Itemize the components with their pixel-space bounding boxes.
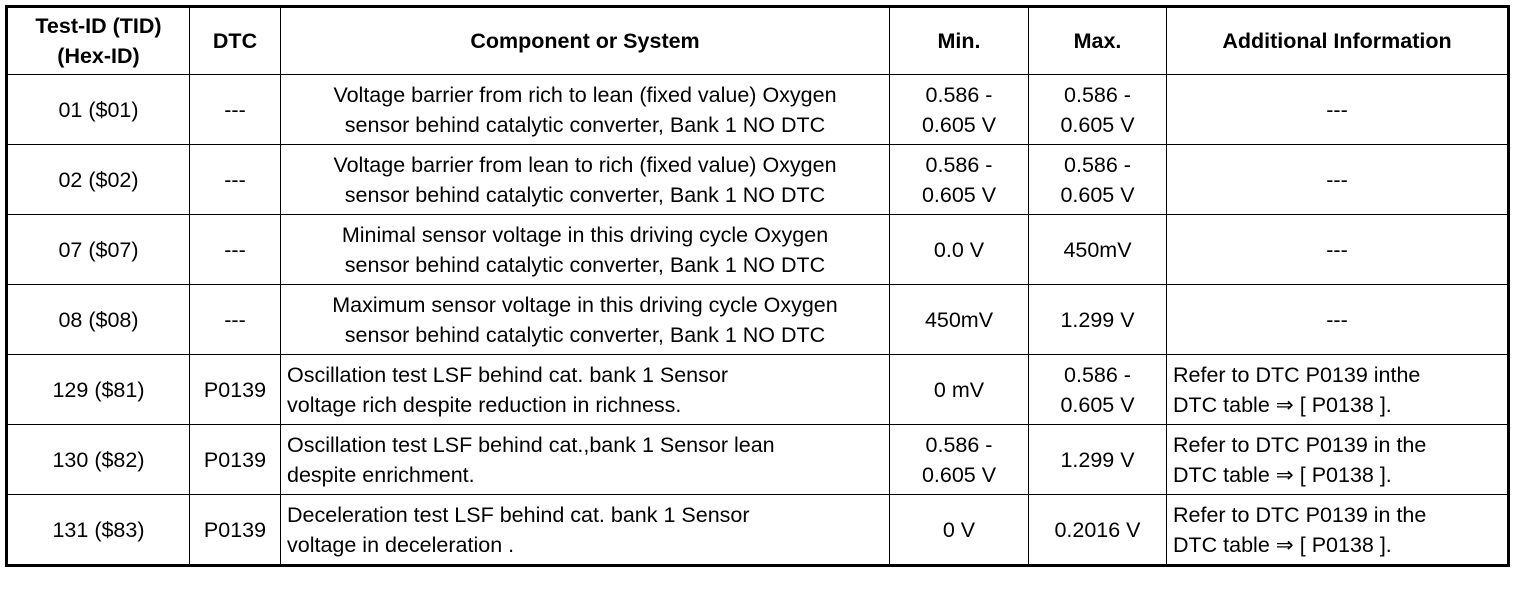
table-row xyxy=(7,75,1509,145)
cell-max-line1: 0.586 - xyxy=(1064,152,1131,177)
header-row xyxy=(7,7,1509,75)
cell-min xyxy=(890,425,1029,495)
header-dtc: DTC xyxy=(190,7,281,75)
cell-max-line2: 0.605 V xyxy=(1060,182,1135,207)
cell-info-line2: DTC table ⇒ [ P0138 ]. xyxy=(1173,462,1392,487)
cell-tid: 129 ($81) xyxy=(7,355,190,425)
cell-max-line1: 0.2016 V xyxy=(1054,517,1141,542)
cell-dtc: P0139 xyxy=(190,355,281,425)
cell-min-line1: 0.586 - xyxy=(925,82,993,107)
table-row xyxy=(7,215,1509,285)
header-info: Additional Information xyxy=(1167,7,1509,75)
cell-component-line1: Oscillation test LSF behind cat.,bank 1 Sensor lean xyxy=(287,432,775,457)
cell-info-line1: Refer to DTC P0139 in the xyxy=(1173,432,1427,457)
header-min: Min. xyxy=(890,7,1029,75)
cell-info xyxy=(1167,215,1509,285)
cell-info-line2: DTC table ⇒ [ P0138 ]. xyxy=(1173,532,1392,557)
cell-component-line1: Voltage barrier from rich to lean (fixed value) Oxygen xyxy=(333,82,837,107)
cell-info-line1: --- xyxy=(1326,97,1348,122)
table-row xyxy=(7,495,1509,566)
cell-dtc: --- xyxy=(190,285,281,355)
cell-info xyxy=(1167,285,1509,355)
cell-max-line1: 450mV xyxy=(1063,237,1132,262)
cell-component-line1: Minimal sensor voltage in this driving cycle Oxygen xyxy=(341,222,829,247)
cell-component xyxy=(281,145,890,215)
cell-component xyxy=(281,215,890,285)
cell-min-line1: 0 mV xyxy=(933,377,985,402)
cell-tid: 02 ($02) xyxy=(7,145,190,215)
test-id-table xyxy=(5,5,1510,567)
cell-component-line1: Deceleration test LSF behind cat. bank 1 Sensor xyxy=(287,502,750,527)
cell-component-line2: despite enrichment. xyxy=(287,462,475,487)
header-component: Component or System xyxy=(281,7,890,75)
cell-dtc: --- xyxy=(190,215,281,285)
cell-info-line1: --- xyxy=(1326,307,1348,332)
cell-min xyxy=(890,215,1029,285)
table-row xyxy=(7,285,1509,355)
cell-min xyxy=(890,145,1029,215)
cell-component-line1: Voltage barrier from lean to rich (fixed value) Oxygen xyxy=(333,152,837,177)
cell-component xyxy=(281,355,890,425)
cell-max xyxy=(1029,285,1167,355)
cell-max xyxy=(1029,425,1167,495)
cell-min xyxy=(890,355,1029,425)
cell-min-line1: 0.586 - xyxy=(925,152,993,177)
cell-min-line1: 0.586 - xyxy=(925,432,993,457)
header-tid xyxy=(7,7,190,75)
cell-info xyxy=(1167,355,1509,425)
cell-max-line2: 0.605 V xyxy=(1060,112,1135,137)
cell-component-line2: sensor behind catalytic converter, Bank 1 NO DTC xyxy=(344,252,826,277)
cell-min-line2: 0.605 V xyxy=(921,182,997,207)
cell-component-line2: sensor behind catalytic converter, Bank 1 NO DTC xyxy=(344,112,826,137)
cell-dtc: --- xyxy=(190,145,281,215)
cell-component xyxy=(281,285,890,355)
cell-max-line1: 0.586 - xyxy=(1064,362,1131,387)
cell-info xyxy=(1167,495,1509,566)
cell-dtc: P0139 xyxy=(190,495,281,566)
header-tid-line2: (Hex-ID) xyxy=(57,44,140,68)
cell-min-line2: 0.605 V xyxy=(921,462,997,487)
cell-component-line1: Maximum sensor voltage in this driving cycle Oxygen xyxy=(332,292,838,317)
table-row xyxy=(7,355,1509,425)
cell-tid: 01 ($01) xyxy=(7,75,190,145)
cell-max xyxy=(1029,75,1167,145)
cell-info-line1: --- xyxy=(1326,237,1348,262)
cell-component xyxy=(281,495,890,566)
cell-info xyxy=(1167,425,1509,495)
cell-tid: 07 ($07) xyxy=(7,215,190,285)
cell-dtc: --- xyxy=(190,75,281,145)
cell-min xyxy=(890,75,1029,145)
cell-min-line2: 0.605 V xyxy=(921,112,997,137)
cell-info-line1: Refer to DTC P0139 inthe xyxy=(1173,362,1421,387)
cell-min-line1: 0 V xyxy=(942,517,976,542)
cell-max xyxy=(1029,495,1167,566)
table-row xyxy=(7,425,1509,495)
cell-info-line1: --- xyxy=(1326,167,1348,192)
cell-info-line1: Refer to DTC P0139 in the xyxy=(1173,502,1427,527)
cell-max xyxy=(1029,215,1167,285)
cell-info xyxy=(1167,75,1509,145)
cell-min xyxy=(890,495,1029,566)
cell-tid: 08 ($08) xyxy=(7,285,190,355)
cell-max-line2: 0.605 V xyxy=(1060,392,1135,417)
cell-component-line2: sensor behind catalytic converter, Bank 1 NO DTC xyxy=(344,322,826,347)
cell-max-line1: 0.586 - xyxy=(1064,82,1131,107)
cell-component xyxy=(281,425,890,495)
cell-tid: 130 ($82) xyxy=(7,425,190,495)
cell-info xyxy=(1167,145,1509,215)
header-max: Max. xyxy=(1029,7,1167,75)
cell-component xyxy=(281,75,890,145)
cell-max-line1: 1.299 V xyxy=(1060,447,1135,472)
cell-max-line1: 1.299 V xyxy=(1060,307,1135,332)
cell-info-line2: DTC table ⇒ [ P0138 ]. xyxy=(1173,392,1392,417)
cell-component-line2: voltage in deceleration . xyxy=(287,532,515,557)
cell-max xyxy=(1029,355,1167,425)
cell-max xyxy=(1029,145,1167,215)
cell-component-line2: voltage rich despite reduction in richness. xyxy=(287,392,682,417)
cell-component-line1: Oscillation test LSF behind cat. bank 1 Sensor xyxy=(287,362,728,387)
cell-dtc: P0139 xyxy=(190,425,281,495)
cell-min xyxy=(890,285,1029,355)
header-tid-line1: Test-ID (TID) xyxy=(35,14,162,38)
cell-min-line1: 450mV xyxy=(924,307,994,332)
table-row xyxy=(7,145,1509,215)
cell-min-line1: 0.0 V xyxy=(933,237,985,262)
cell-component-line2: sensor behind catalytic converter, Bank 1 NO DTC xyxy=(344,182,826,207)
cell-tid: 131 ($83) xyxy=(7,495,190,566)
